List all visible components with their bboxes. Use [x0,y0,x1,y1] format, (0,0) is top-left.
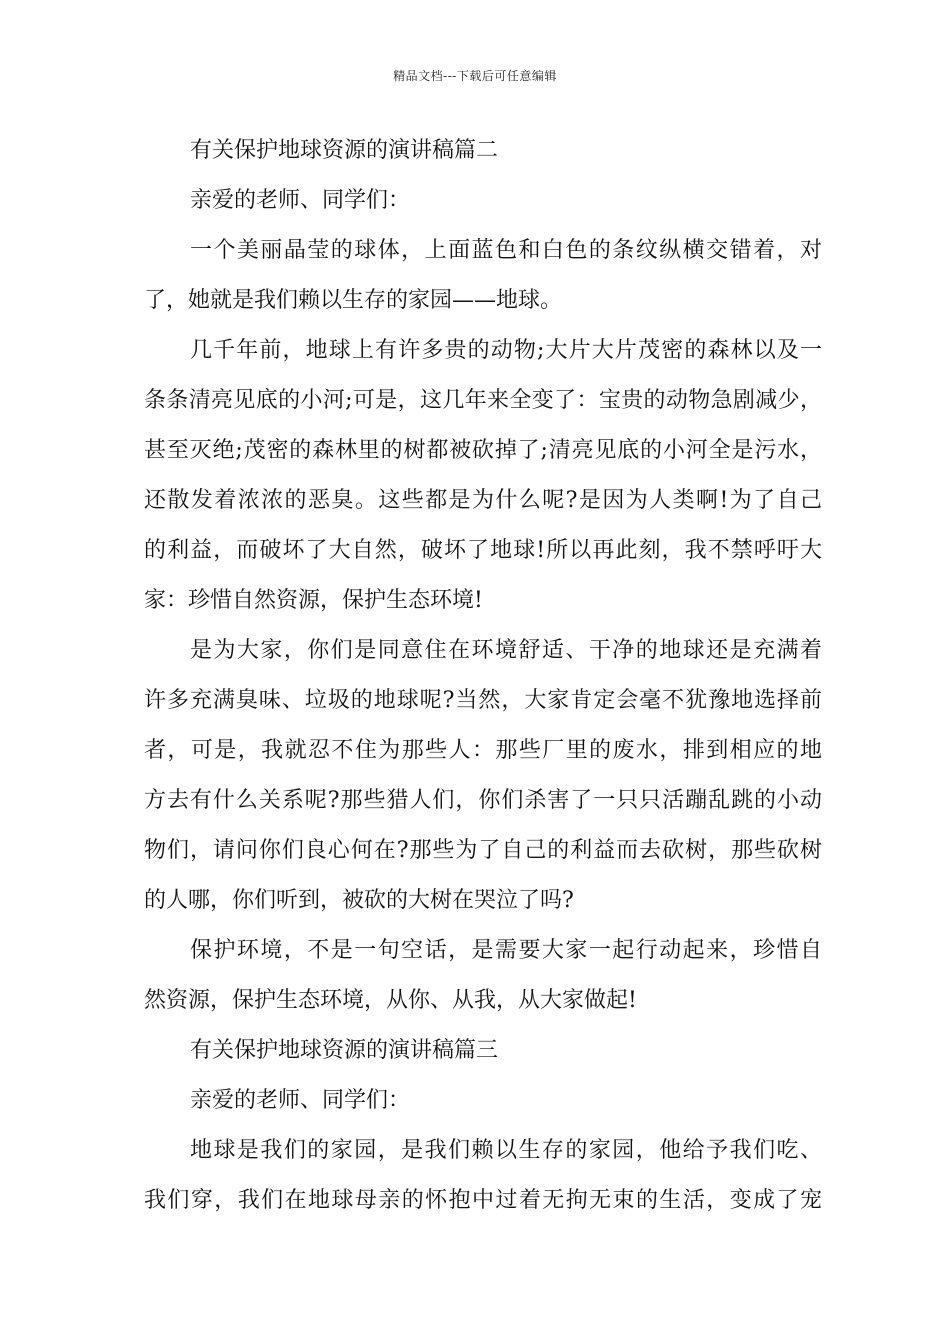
text-line: 家：珍惜自然资源，保护生态环境! [144,588,483,613]
text-line: 甚至灭绝;茂密的森林里的树都被砍掉了;清亮见底的小河全是污水， [144,438,822,463]
paragraph [144,226,822,326]
document-body [144,126,822,1226]
text-line: 物们，请问你们良心何在?那些为了自己的利益而去砍树，那些砍树 [144,838,822,863]
text-line: 了，她就是我们赖以生存的家园——地球。 [144,288,563,313]
section-heading: 有关保护地球资源的演讲稿篇三 [190,1038,499,1063]
text-line: 者，可是，我就忍不住为那些人：那些厂里的废水，排到相应的地 [144,738,822,763]
text-line: 我们穿，我们在地球母亲的怀抱中过着无拘无束的生活，变成了宠 [144,1188,822,1213]
text-line: 保护环境，不是一句空话，是需要大家一起行动起来，珍惜自 [190,938,822,963]
paragraph [144,626,822,926]
text-line: 条条清亮见底的小河;可是，这几年来全变了：宝贵的动物急剧减少， [144,388,822,413]
text-line: 方去有什么关系呢?那些猎人们，你们杀害了一只只活蹦乱跳的小动 [144,788,822,813]
paragraph [144,1126,822,1226]
text-line: 几千年前，地球上有许多贵的动物;大片大片茂密的森林以及一 [190,338,822,363]
salutation: 亲爱的老师、同学们： [190,188,411,213]
text-line: 许多充满臭味、垃圾的地球呢?当然，大家肯定会毫不犹豫地选择前 [144,688,822,713]
text-line: 是为大家，你们是同意住在环境舒适、干净的地球还是充满着 [190,638,822,663]
text-line: 然资源，保护生态环境，从你、从我，从大家做起! [144,988,637,1013]
text-line: 还散发着浓浓的恶臭。这些都是为什么呢?是因为人类啊!为了自己 [144,488,822,513]
text-line: 的利益，而破坏了大自然，破坏了地球!所以再此刻，我不禁呼吁大 [144,538,822,563]
paragraph [144,926,822,1026]
text-line: 一个美丽晶莹的球体，上面蓝色和白色的条纹纵横交错着，对 [190,238,822,263]
salutation: 亲爱的老师、同学们： [190,1088,411,1113]
paragraph [144,326,822,626]
section-heading: 有关保护地球资源的演讲稿篇二 [190,138,499,163]
text-line: 的人哪，你们听到，被砍的大树在哭泣了吗? [144,888,574,913]
text-line: 地球是我们的家园，是我们赖以生存的家园，他给予我们吃、 [190,1138,822,1163]
page-header: 精品文档---下载后可任意编辑 [393,69,557,83]
